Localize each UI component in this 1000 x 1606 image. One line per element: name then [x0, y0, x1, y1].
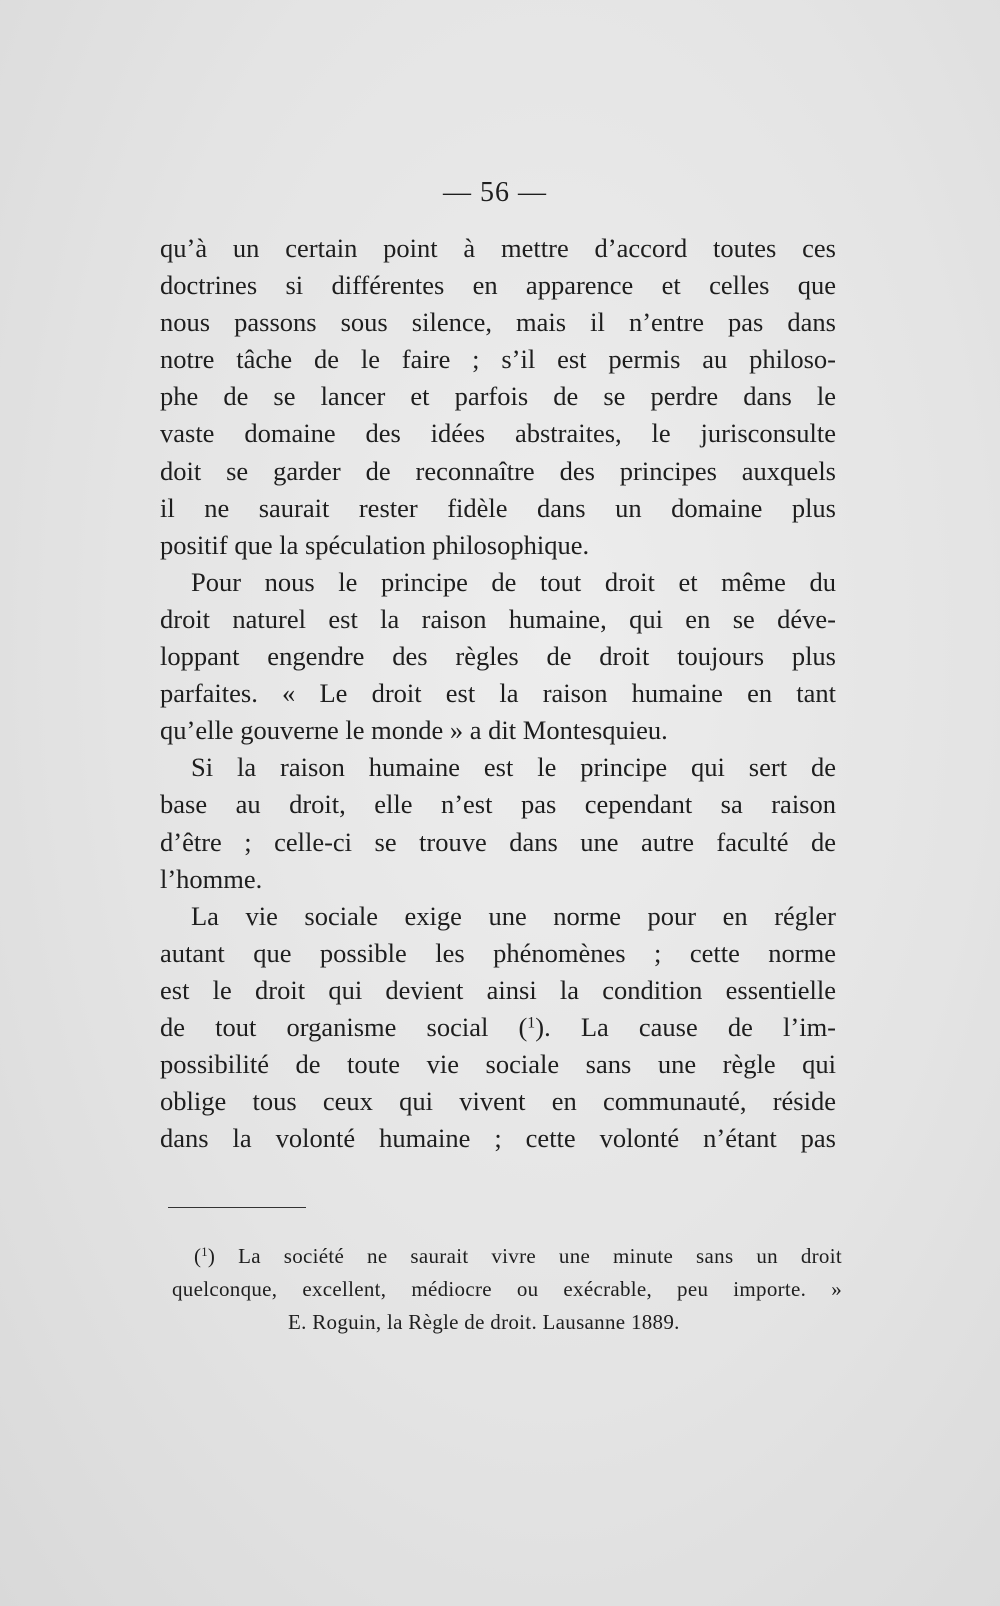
text-line: positif que la spéculation philosophique.	[160, 529, 590, 560]
paragraph-start-line: Pour nous le principe de tout droit et même du	[191, 566, 836, 597]
page-number-text: — 56 —	[443, 177, 547, 208]
text-line: parfaites. « Le droit est la raison humaine en tant	[160, 678, 836, 709]
footnote-reference[interactable]: 1	[527, 1014, 536, 1032]
text-line: qu’à un certain point à mettre d’accord toutes ces	[160, 233, 836, 263]
footnote-paren-close: )	[207, 1244, 216, 1268]
footnote-separator	[168, 1207, 306, 1208]
text-line: dans la volonté humaine ; cette volonté n’étant pas	[160, 1123, 836, 1154]
text-line: base au droit, elle n’est pas cependant sa raison	[160, 789, 836, 820]
text-line: oblige tous ceux qui vivent en communauté, réside	[160, 1086, 836, 1117]
text-line: notre tâche de le faire ; s’il est permis au philoso-	[160, 344, 836, 375]
page-number	[0, 176, 1000, 210]
text-line: est le droit qui devient ainsi la condition essentielle	[160, 974, 836, 1005]
text-fragment: ). La cause de l’im-	[535, 1011, 837, 1042]
footnote-line	[172, 1240, 842, 1273]
text-line: il ne saurait rester fidèle dans un domaine plus	[160, 492, 836, 523]
text-fragment: de tout organisme social (	[160, 1011, 528, 1042]
footnote-paren-open: (	[194, 1244, 202, 1268]
footnote	[172, 1240, 842, 1339]
footnote-line: quelconque, excellent, médiocre ou exécrable, peu importe. »	[172, 1277, 842, 1301]
paragraph-start-line: Si la raison humaine est le principe qui sert de	[191, 752, 836, 783]
text-line: doit se garder de reconnaître des principes auxquels	[160, 455, 836, 486]
text-line: autant que possible les phénomènes ; cette norme	[160, 937, 836, 968]
text-line: qu’elle gouverne le monde » a dit Montesquieu.	[160, 715, 668, 746]
text-line: l’homme.	[160, 863, 263, 894]
text-line: droit naturel est la raison humaine, qui en se déve-	[160, 603, 836, 634]
text-line-with-footnote-ref	[160, 1009, 836, 1046]
text-line: vaste domaine des idées abstraites, le jurisconsulte	[160, 418, 836, 449]
text-line: phe de se lancer et parfois de se perdre dans le	[160, 381, 836, 412]
text-line: possibilité de toute vie sociale sans une règle qui	[160, 1049, 836, 1080]
text-line: nous passons sous silence, mais il n’entre pas dans	[160, 307, 836, 338]
footnote-text: La société ne saurait vivre une minute sans un droit	[215, 1244, 842, 1268]
text-line: doctrines si différentes en apparence et celles que	[160, 270, 836, 301]
footnote-source: E. Roguin, la Règle de droit. Lausanne 1889.	[288, 1310, 680, 1334]
footnote-marker: 1	[201, 1245, 208, 1260]
main-text	[160, 230, 836, 1157]
text-line: d’être ; celle-ci se trouve dans une autre faculté de	[160, 826, 836, 857]
text-line: loppant engendre des règles de droit toujours plus	[160, 641, 836, 672]
paragraph-start-line: La vie sociale exige une norme pour en régler	[191, 900, 836, 931]
